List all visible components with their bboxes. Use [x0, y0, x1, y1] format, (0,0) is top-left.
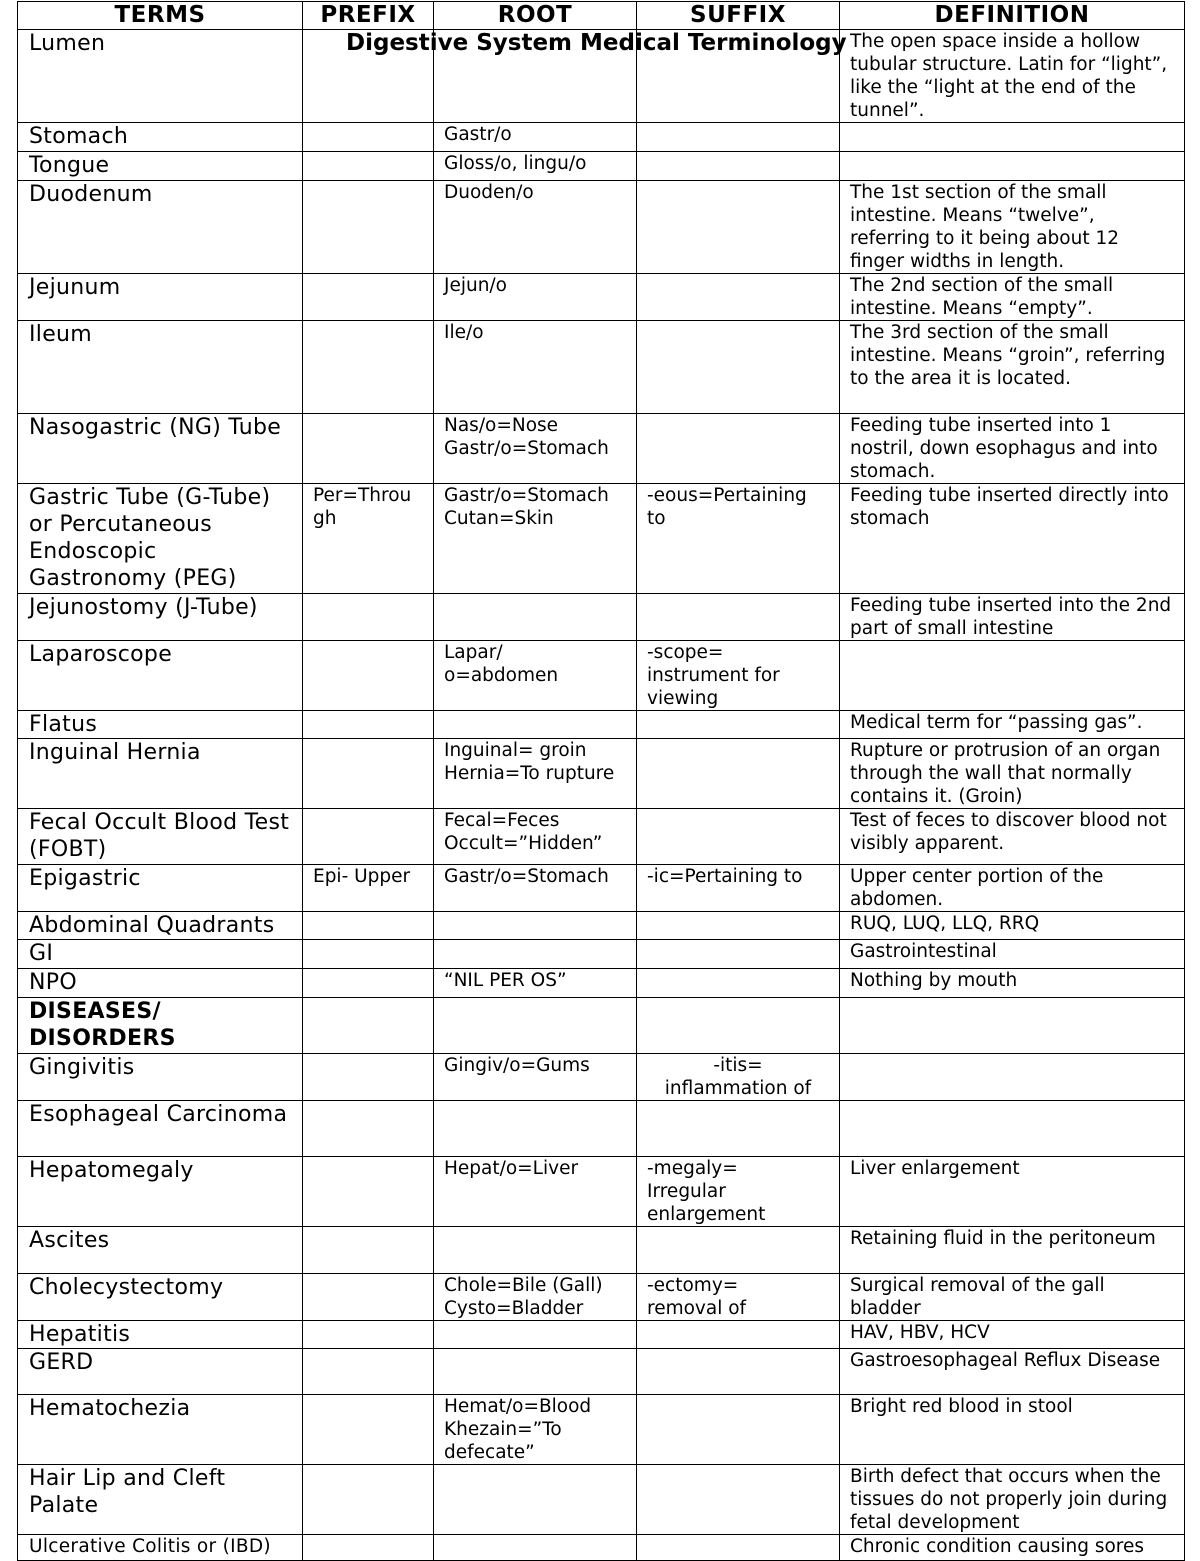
definition-cell: The open space inside a hollow tubular structure. Latin for “light”, like the “light at the end of the tunnel”. — [840, 30, 1185, 123]
suffix-cell — [637, 1227, 840, 1274]
term-cell: Epigastric — [18, 865, 303, 912]
term-cell: Stomach — [18, 123, 303, 152]
prefix-cell — [303, 1227, 434, 1274]
term-cell: Flatus — [18, 711, 303, 739]
table-row — [18, 1535, 1185, 1561]
suffix-cell: -ic=Pertaining to — [637, 865, 840, 912]
prefix-cell — [303, 1054, 434, 1101]
table-row — [18, 274, 1185, 321]
prefix-cell — [303, 998, 434, 1054]
definition-cell: Surgical removal of the gall bladder — [840, 1274, 1185, 1321]
term-cell: Inguinal Hernia — [18, 739, 303, 809]
table-row — [18, 181, 1185, 274]
suffix-cell — [637, 123, 840, 152]
definition-cell: Chronic condition causing sores — [840, 1535, 1185, 1561]
definition-cell — [840, 152, 1185, 181]
root-cell: Lapar/ o=abdomen — [434, 641, 637, 711]
suffix-cell — [637, 711, 840, 739]
definition-cell: Birth defect that occurs when the tissues do not properly join during fetal development — [840, 1465, 1185, 1535]
table-row — [18, 809, 1185, 865]
table-row — [18, 739, 1185, 809]
table-row — [18, 1227, 1185, 1274]
table-row — [18, 865, 1185, 912]
definition-cell: RUQ, LUQ, LLQ, RRQ — [840, 912, 1185, 940]
table-row — [18, 940, 1185, 969]
term-cell: Jejunostomy (J-Tube) — [18, 594, 303, 641]
root-cell — [434, 1101, 637, 1157]
definition-cell: Liver enlargement — [840, 1157, 1185, 1227]
document-title: Digestive System Medical Terminology — [346, 30, 847, 56]
table-row — [18, 1054, 1185, 1101]
term-cell: Gingivitis — [18, 1054, 303, 1101]
header-prefix: PREFIX — [303, 2, 434, 30]
root-cell — [434, 711, 637, 739]
term-cell: Ascites — [18, 1227, 303, 1274]
suffix-cell — [637, 969, 840, 998]
root-cell: Ile/o — [434, 321, 637, 414]
table-row — [18, 912, 1185, 940]
prefix-cell — [303, 594, 434, 641]
suffix-cell — [637, 321, 840, 414]
definition-cell: Gastrointestinal — [840, 940, 1185, 969]
root-cell — [434, 912, 637, 940]
definition-cell: Retaining fluid in the peritoneum — [840, 1227, 1185, 1274]
term-cell: Hepatitis — [18, 1321, 303, 1349]
prefix-cell: Epi- Upper — [303, 865, 434, 912]
prefix-cell — [303, 1465, 434, 1535]
definition-cell — [840, 998, 1185, 1054]
prefix-cell — [303, 274, 434, 321]
definition-cell — [840, 1101, 1185, 1157]
term-cell: Jejunum — [18, 274, 303, 321]
prefix-cell — [303, 641, 434, 711]
table-row — [18, 594, 1185, 641]
suffix-cell — [637, 274, 840, 321]
definition-cell: Rupture or protrusion of an organ through the wall that normally contains it. (Groin) — [840, 739, 1185, 809]
term-cell: Nasogastric (NG) Tube — [18, 414, 303, 484]
root-cell — [434, 1465, 637, 1535]
definition-cell: The 2nd section of the small intestine. Means “empty”. — [840, 274, 1185, 321]
prefix-cell — [303, 1349, 434, 1395]
term-cell: Ulcerative Colitis or (IBD) — [18, 1535, 303, 1561]
definition-cell: Feeding tube inserted into the 2nd part of small intestine — [840, 594, 1185, 641]
definition-cell: The 3rd section of the small intestine. Means “groin”, referring to the area it is located. — [840, 321, 1185, 414]
root-cell — [434, 1349, 637, 1395]
term-cell: Laparoscope — [18, 641, 303, 711]
suffix-cell — [637, 940, 840, 969]
definition-cell: Bright red blood in stool — [840, 1395, 1185, 1465]
definition-cell — [840, 641, 1185, 711]
definition-cell: HAV, HBV, HCV — [840, 1321, 1185, 1349]
prefix-cell — [303, 1395, 434, 1465]
suffix-cell: -megaly= Irregular enlargement — [637, 1157, 840, 1227]
suffix-cell — [637, 1321, 840, 1349]
root-cell: Hemat/o=Blood Khezain=”To defecate” — [434, 1395, 637, 1465]
term-cell: Gastric Tube (G-Tube) or Percutaneous Endoscopic Gastronomy (PEG) — [18, 484, 303, 594]
root-cell — [434, 940, 637, 969]
definition-cell: Feeding tube inserted directly into stomach — [840, 484, 1185, 594]
prefix-cell — [303, 1321, 434, 1349]
term-cell: Fecal Occult Blood Test (FOBT) — [18, 809, 303, 865]
root-cell: Fecal=Feces Occult=”Hidden” — [434, 809, 637, 865]
prefix-cell — [303, 940, 434, 969]
suffix-cell: -eous=Pertaining to — [637, 484, 840, 594]
table-row — [18, 1101, 1185, 1157]
term-cell: Hepatomegaly — [18, 1157, 303, 1227]
prefix-cell — [303, 711, 434, 739]
table-row — [18, 969, 1185, 998]
suffix-cell — [637, 1535, 840, 1561]
suffix-cell — [637, 1349, 840, 1395]
table-row — [18, 641, 1185, 711]
definition-cell — [840, 123, 1185, 152]
root-cell: Chole=Bile (Gall) Cysto=Bladder — [434, 1274, 637, 1321]
root-cell: Gastr/o=Stomach Cutan=Skin — [434, 484, 637, 594]
root-cell: Inguinal= groin Hernia=To rupture — [434, 739, 637, 809]
prefix-cell — [303, 1274, 434, 1321]
term-cell: GERD — [18, 1349, 303, 1395]
table-row — [18, 1321, 1185, 1349]
term-cell: NPO — [18, 969, 303, 998]
table-row — [18, 484, 1185, 594]
suffix-cell: -scope= instrument for viewing — [637, 641, 840, 711]
table-row — [18, 998, 1185, 1054]
root-cell: Hepat/o=Liver — [434, 1157, 637, 1227]
prefix-cell — [303, 181, 434, 274]
prefix-cell — [303, 739, 434, 809]
header-suffix: SUFFIX — [637, 2, 840, 30]
suffix-cell — [637, 181, 840, 274]
terminology-table — [17, 1, 1185, 1561]
header-definition: DEFINITION — [840, 2, 1185, 30]
prefix-cell — [303, 414, 434, 484]
header-row — [18, 2, 1185, 30]
header-root: ROOT — [434, 2, 637, 30]
table-row — [18, 1465, 1185, 1535]
table-row — [18, 152, 1185, 181]
term-cell: Ileum — [18, 321, 303, 414]
table-row — [18, 414, 1185, 484]
suffix-cell — [637, 998, 840, 1054]
definition-cell: Test of feces to discover blood not visibly apparent. — [840, 809, 1185, 865]
section-heading-cell: DISEASES/ DISORDERS — [18, 998, 303, 1054]
table-row — [18, 321, 1185, 414]
root-cell: Gloss/o, lingu/o — [434, 152, 637, 181]
prefix-cell — [303, 969, 434, 998]
table-row — [18, 1157, 1185, 1227]
root-cell — [434, 594, 637, 641]
prefix-cell — [303, 152, 434, 181]
prefix-cell — [303, 123, 434, 152]
suffix-cell — [637, 152, 840, 181]
root-cell — [434, 1321, 637, 1349]
suffix-cell — [637, 594, 840, 641]
term-cell: Tongue — [18, 152, 303, 181]
root-cell: Gingiv/o=Gums — [434, 1054, 637, 1101]
root-cell: Duoden/o — [434, 181, 637, 274]
suffix-cell — [637, 739, 840, 809]
suffix-cell — [637, 414, 840, 484]
table-row — [18, 1349, 1185, 1395]
term-cell: Abdominal Quadrants — [18, 912, 303, 940]
prefix-cell — [303, 912, 434, 940]
prefix-cell — [303, 321, 434, 414]
root-cell — [434, 1227, 637, 1274]
suffix-cell — [637, 1465, 840, 1535]
suffix-cell — [637, 912, 840, 940]
prefix-cell — [303, 1157, 434, 1227]
definition-cell: Gastroesophageal Reflux Disease — [840, 1349, 1185, 1395]
header-terms: TERMS — [18, 2, 303, 30]
suffix-cell — [637, 1101, 840, 1157]
root-cell — [434, 1535, 637, 1561]
table-row — [18, 1395, 1185, 1465]
root-cell: “NIL PER OS” — [434, 969, 637, 998]
term-cell: Lumen — [18, 30, 303, 123]
definition-cell: Nothing by mouth — [840, 969, 1185, 998]
table-row — [18, 123, 1185, 152]
root-cell: Gastr/o — [434, 123, 637, 152]
definition-cell: Medical term for “passing gas”. — [840, 711, 1185, 739]
term-cell: Duodenum — [18, 181, 303, 274]
prefix-cell — [303, 1535, 434, 1561]
term-cell: GI — [18, 940, 303, 969]
root-cell — [434, 998, 637, 1054]
definition-cell: The 1st section of the small intestine. Means “twelve”, referring to it being about 12 finger widths in length. — [840, 181, 1185, 274]
suffix-cell: -ectomy= removal of — [637, 1274, 840, 1321]
term-cell: Hair Lip and Cleft Palate — [18, 1465, 303, 1535]
table-row — [18, 1274, 1185, 1321]
prefix-cell: Per=Throu gh — [303, 484, 434, 594]
term-cell: Esophageal Carcinoma — [18, 1101, 303, 1157]
suffix-cell — [637, 809, 840, 865]
suffix-cell: -itis= inflammation of — [637, 1054, 840, 1101]
term-cell: Cholecystectomy — [18, 1274, 303, 1321]
term-cell: Hematochezia — [18, 1395, 303, 1465]
root-cell: Gastr/o=Stomach — [434, 865, 637, 912]
prefix-cell — [303, 1101, 434, 1157]
table-row — [18, 711, 1185, 739]
prefix-cell — [303, 809, 434, 865]
definition-cell: Upper center portion of the abdomen. — [840, 865, 1185, 912]
suffix-cell — [637, 1395, 840, 1465]
definition-cell: Feeding tube inserted into 1 nostril, down esophagus and into stomach. — [840, 414, 1185, 484]
definition-cell — [840, 1054, 1185, 1101]
root-cell: Jejun/o — [434, 274, 637, 321]
root-cell: Nas/o=Nose Gastr/o=Stomach — [434, 414, 637, 484]
